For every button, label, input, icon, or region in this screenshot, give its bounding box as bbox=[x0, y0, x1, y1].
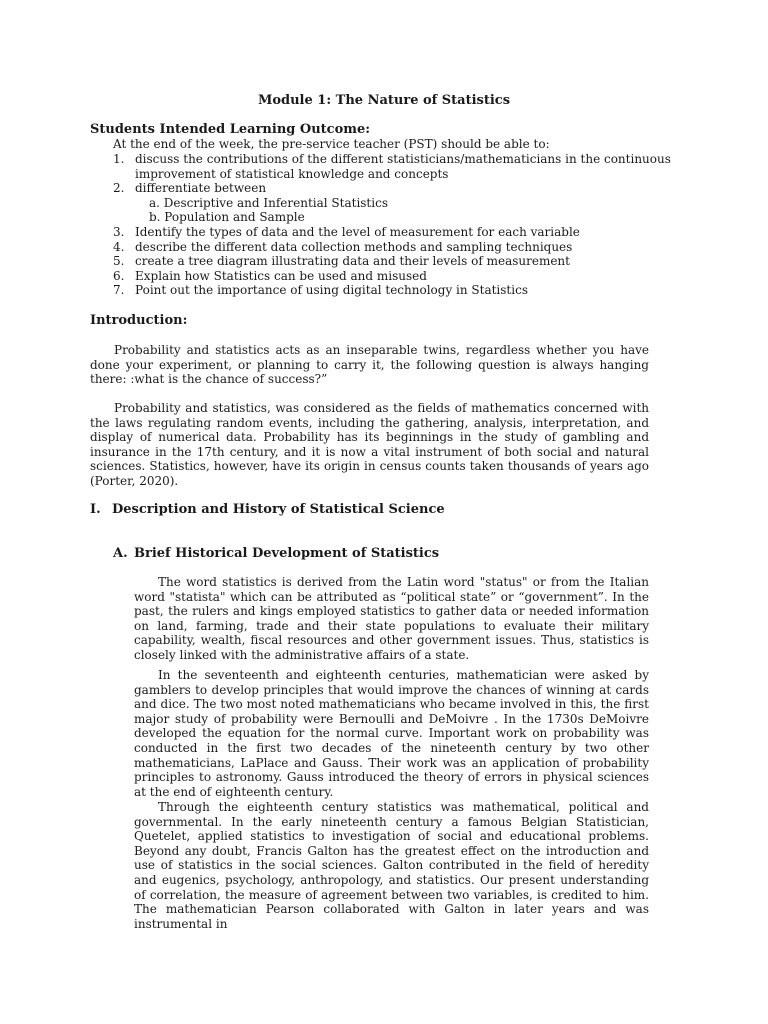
outcome-number: 4. bbox=[113, 239, 125, 254]
outcome-text: b. Population and Sample bbox=[149, 210, 305, 225]
outcome-number: 6. bbox=[113, 268, 125, 283]
outcome-item bbox=[113, 240, 683, 255]
outcome-text: Point out the importance of using digital technology in Statistics bbox=[135, 283, 528, 298]
outcome-item bbox=[113, 283, 683, 298]
history-paragraph: In the seventeenth and eighteenth centuries, mathematician were asked by gamblers to develop principles that would improve the chances of winning at cards and dice. The two most noted mathematicians who became involved in this, the first major study of probability were Bernoulli and DeMoivre . In the 1730s DeMoivre developed the equation for the normal curve. Important work on probability was conducted in the first two decades of the nineteenth century by two other mathematicians, LaPlace and Gauss. Their work was an application of probability principles to astronomy. Gauss introduced the theory of errors in physical sciences at the end of eighteenth century. bbox=[134, 668, 649, 799]
outcome-number: 5. bbox=[113, 254, 125, 269]
outcome-item bbox=[113, 269, 683, 284]
outcome-number: 3. bbox=[113, 224, 125, 239]
outcome-text: describe the different data collection methods and sampling techniques bbox=[135, 239, 573, 254]
history-paragraph: Through the eighteenth century statistics was mathematical, political and governmental. In the early nineteenth century a famous Belgian Statistician, Quetelet, applied statistics to investigation of social and educational problems. Beyond any doubt, Francis Galton has the greatest effect on the introduction and use of statistics in the social sciences. Galton contributed in the field of heredity and eugenics, psychology, anthropology, and statistics. Our present understanding of correlation, the measure of agreement between two variables, is credited to him. The mathematician Pearson collaborated with Galton in later years and was instrumental in bbox=[134, 800, 649, 931]
section-title: Description and History of Statistical Science bbox=[112, 502, 445, 517]
history-paragraph: The word statistics is derived from the Latin word "status" or from the Italian word "statista" which can be attributed as “political state” or “government”. In the past, the rulers and kings employed statistics to gather data or needed information on land, farming, trade and their state populations to evaluate their military capability, wealth, fiscal resources and other government issues. Thus, statistics is closely linked with the administrative affairs of a state. bbox=[134, 575, 649, 662]
outcome-item bbox=[113, 225, 683, 240]
intro-paragraph: Probability and statistics, was considered as the fields of mathematics concerned with the laws regulating random events, including the gathering, analysis, interpretation, and display of numerical data. Probability has its beginnings in the study of gambling and insurance in the 17th century, and it is now a vital instrument of both social and natural sciences. Statistics, however, have its origin in census counts taken thousands of years ago (Porter, 2020). bbox=[90, 401, 649, 488]
page-title: Module 1: The Nature of Statistics bbox=[257, 93, 511, 108]
outcome-text: Identify the types of data and the level of measurement for each variable bbox=[135, 224, 580, 239]
subsection-letter: A. bbox=[113, 546, 128, 561]
outcome-number: 7. bbox=[113, 283, 125, 298]
outcome-text: a. Descriptive and Inferential Statistics bbox=[149, 195, 388, 210]
outcome-text: discuss the contributions of the different statisticians/mathematicians in the continuous improvement of statistical knowledge and concepts bbox=[135, 152, 671, 181]
section-heading bbox=[90, 502, 445, 517]
outcome-number: 2. bbox=[113, 181, 125, 196]
outcome-subitem bbox=[113, 210, 683, 225]
outcome-item bbox=[113, 152, 683, 181]
outcome-text: differentiate between bbox=[135, 181, 267, 196]
intro-paragraph: Probability and statistics acts as an inseparable twins, regardless whether you have done your experiment, or planning to carry it, the following question is always hanging there: :what is the chance of success?” bbox=[90, 343, 649, 387]
outcome-item bbox=[113, 181, 683, 196]
outcome-item bbox=[113, 254, 683, 269]
learning-outcome-list bbox=[113, 152, 683, 298]
subsection-title: Brief Historical Development of Statistics bbox=[134, 546, 440, 561]
outcome-number: 1. bbox=[113, 152, 125, 166]
section-numeral: I. bbox=[90, 502, 101, 517]
outcome-text: create a tree diagram illustrating data and their levels of measurement bbox=[135, 254, 570, 269]
learning-outcome-intro: At the end of the week, the pre-service teacher (PST) should be able to: bbox=[113, 137, 550, 151]
learning-outcome-heading: Students Intended Learning Outcome: bbox=[90, 122, 371, 137]
outcome-subitem bbox=[113, 196, 683, 211]
outcome-text: Explain how Statistics can be used and misused bbox=[135, 268, 427, 283]
introduction-heading: Introduction: bbox=[90, 313, 188, 328]
subsection-heading bbox=[113, 546, 439, 561]
